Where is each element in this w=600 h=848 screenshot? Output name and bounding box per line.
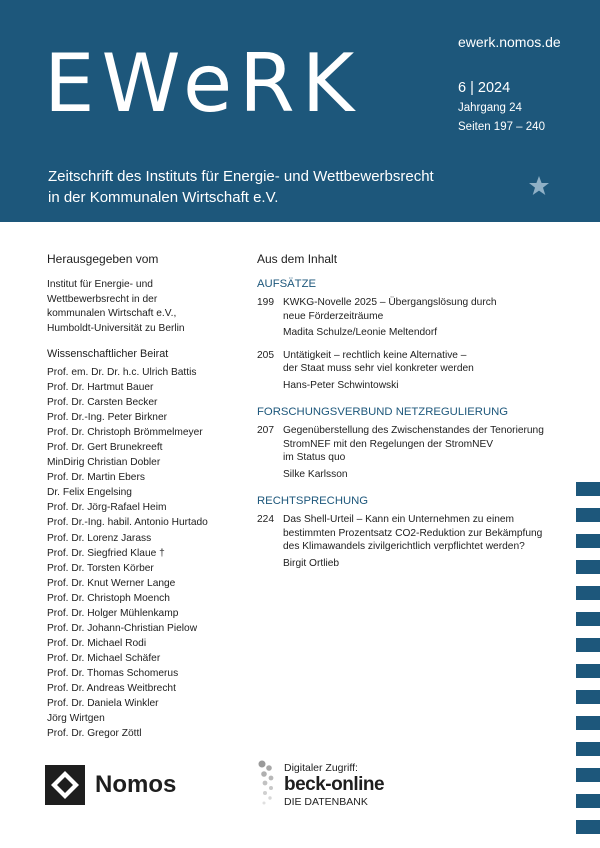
article-title-line: des Klimawandels zivilgerichtlich verpflichtet werden? xyxy=(283,541,525,552)
database-label: DIE DATENBANK xyxy=(284,796,368,808)
article-title-line: neue Förderzeiträume xyxy=(283,310,384,322)
volume-label: Jahrgang 24 xyxy=(458,102,522,114)
institute-line: Humboldt-Universität zu Berlin xyxy=(47,322,185,334)
nomos-wordmark: Nomos xyxy=(95,771,177,798)
edge-tab xyxy=(576,534,600,548)
edge-tab xyxy=(576,690,600,704)
journal-url[interactable]: ewerk.nomos.de xyxy=(458,34,561,50)
board-member: Dr. Felix Engelsing xyxy=(47,487,132,499)
article-entry[interactable] xyxy=(257,424,557,481)
institute-line: Wettbewerbsrecht in der xyxy=(47,293,158,305)
article-title-line: im Status quo xyxy=(283,452,346,463)
section-aufsaetze xyxy=(257,278,557,392)
edge-tab xyxy=(576,560,600,574)
edge-tab xyxy=(576,586,600,600)
article-page: 207 xyxy=(257,425,274,436)
contents-heading: Aus dem Inhalt xyxy=(257,252,338,266)
section-forschungsverbund xyxy=(257,406,557,481)
board-member: Prof. Dr. Thomas Schomerus xyxy=(47,667,179,679)
article-title-line: Gegenüberstellung des Zwischenstandes der Tenorierung xyxy=(283,425,544,436)
edge-tab xyxy=(576,820,600,834)
beck-dots-icon xyxy=(256,760,278,808)
article-author: Birgit Ortlieb xyxy=(283,557,340,569)
board-member: Prof. Dr. Carsten Becker xyxy=(47,397,158,409)
board-member: Prof. Dr. Hartmut Bauer xyxy=(47,382,154,394)
cover-header xyxy=(0,0,600,222)
board-member: Prof. Dr. Christoph Moench xyxy=(47,592,170,604)
edge-tab xyxy=(576,716,600,730)
board-member: Prof. Dr. Michael Schäfer xyxy=(47,652,161,664)
editorial-column xyxy=(47,252,247,741)
section-title: RECHTSPRECHUNG xyxy=(257,495,369,507)
publisher-heading: Herausgegeben vom xyxy=(47,252,159,266)
edge-tab xyxy=(576,664,600,678)
board-member: MinDirig Christian Dobler xyxy=(47,457,161,469)
article-title-line: StromNEF mit den Regelungen der StromNEV xyxy=(283,438,494,450)
article-entry[interactable] xyxy=(257,296,557,340)
beck-online-logo[interactable] xyxy=(256,760,396,808)
edge-tab xyxy=(576,768,600,782)
institute-line: kommunalen Wirtschaft e.V., xyxy=(47,308,177,319)
subtitle-line: Zeitschrift des Instituts für Energie- und Wettbewerbsrecht xyxy=(48,168,434,185)
board-member: Prof. Dr. Torsten Körber xyxy=(47,562,154,574)
edge-tab-markers xyxy=(576,482,600,846)
board-member: Prof. Dr. Gregor Zöttl xyxy=(47,728,142,740)
board-member: Prof. Dr. Johann-Christian Pielow xyxy=(47,622,198,634)
board-member: Prof. Dr. Christoph Brömmelmeyer xyxy=(47,427,203,439)
article-page: 224 xyxy=(257,514,274,525)
article-entry[interactable] xyxy=(257,349,557,393)
edge-tab xyxy=(576,612,600,626)
edge-tab xyxy=(576,742,600,756)
board-member: Prof. Dr. Martin Ebers xyxy=(47,472,145,484)
edge-tab xyxy=(576,482,600,496)
board-member: Prof. Dr. Andreas Weitbrecht xyxy=(47,682,176,694)
board-member: Prof. Dr. Holger Mühlenkamp xyxy=(47,607,179,619)
board-member: Prof. Dr. Knut Werner Lange xyxy=(47,577,176,589)
article-page: 205 xyxy=(257,349,274,361)
board-member: Prof. Dr. Gert Brunekreeft xyxy=(47,442,163,454)
board-member: Prof. Dr. Daniela Winkler xyxy=(47,698,159,710)
nomos-mark-icon xyxy=(45,765,85,805)
article-author: Silke Karlsson xyxy=(283,468,348,480)
article-author: Madita Schulze/Leonie Meltendorf xyxy=(283,327,438,338)
journal-logo: EWeRK xyxy=(44,37,362,130)
board-member: Prof. Dr.-Ing. Peter Birkner xyxy=(47,412,168,424)
section-title: FORSCHUNGSVERBUND NETZREGULIERUNG xyxy=(257,406,509,418)
contents-column xyxy=(257,252,557,579)
journal-subtitle xyxy=(48,166,448,208)
board-member: Jörg Wirtgen xyxy=(47,713,105,725)
board-member: Prof. Dr.-Ing. habil. Antonio Hurtado xyxy=(47,517,208,529)
article-author: Hans-Peter Schwintowski xyxy=(283,379,399,391)
article-entry[interactable] xyxy=(257,513,557,570)
institute-name xyxy=(47,278,247,336)
issue-number: 6 | 2024 xyxy=(458,80,511,96)
board-member: Prof. Dr. Michael Rodi xyxy=(47,637,147,649)
institute-line: Institut für Energie- und xyxy=(47,279,153,290)
advisory-board-list xyxy=(47,365,247,741)
subtitle-line: in der Kommunalen Wirtschaft e.V. xyxy=(48,189,279,206)
board-member: Prof. em. Dr. Dr. h.c. Ulrich Battis xyxy=(47,367,197,378)
board-member: Prof. Dr. Lorenz Jarass xyxy=(47,532,152,544)
edge-tab xyxy=(576,794,600,808)
section-rechtsprechung xyxy=(257,495,557,570)
section-title: AUFSÄTZE xyxy=(257,278,316,290)
board-member: Prof. Dr. Siegfried Klaue † xyxy=(47,547,165,559)
article-title-line: bestimmten Prozentsatz CO2-Reduktion zur Bekämpfung xyxy=(283,527,543,539)
edge-tab xyxy=(576,508,600,522)
digital-access-label: Digitaler Zugriff: xyxy=(284,762,358,774)
article-title-line: der Staat muss sehr viel konkreter werden xyxy=(283,363,474,374)
board-member: Prof. Dr. Jörg-Rafael Heim xyxy=(47,502,167,514)
article-title-line: Das Shell-Urteil – Kann ein Unternehmen zu einem xyxy=(283,514,515,525)
advisory-board-heading: Wissenschaftlicher Beirat xyxy=(47,348,169,360)
star-icon xyxy=(527,175,551,199)
beck-online-wordmark: beck-online xyxy=(284,774,385,795)
article-title-line: Untätigkeit – rechtlich keine Alternative – xyxy=(283,349,467,361)
article-title-line: KWKG-Novelle 2025 – Übergangslösung durch xyxy=(283,297,497,308)
edge-tab xyxy=(576,638,600,652)
pages-label: Seiten 197 – 240 xyxy=(458,121,545,133)
article-page: 199 xyxy=(257,297,274,308)
